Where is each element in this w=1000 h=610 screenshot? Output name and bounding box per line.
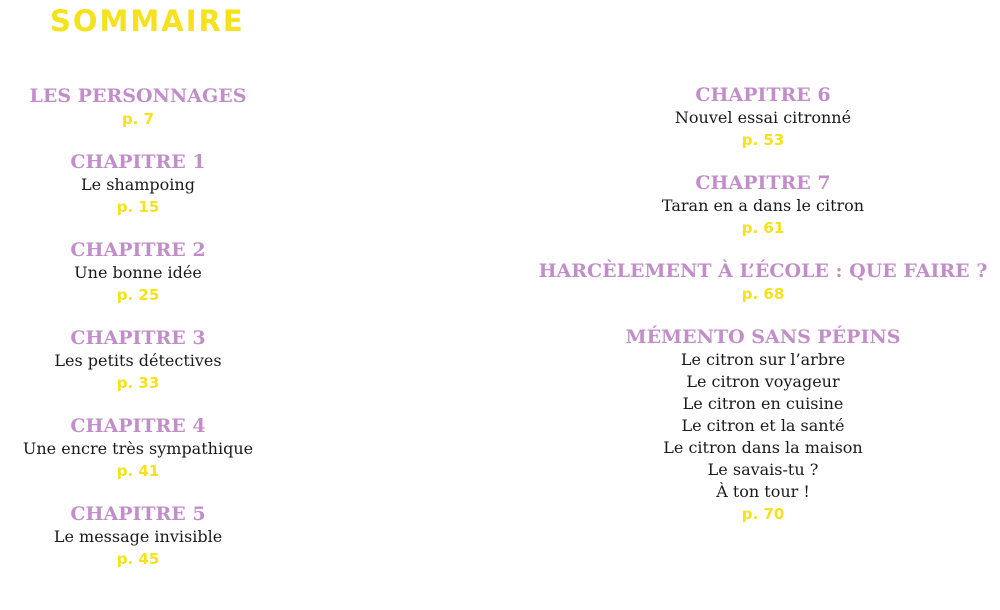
- toc-entry-chapitre-2: [0, 238, 276, 306]
- toc-entry-memento: [526, 325, 1000, 525]
- entry-page: p. 45: [116, 550, 160, 568]
- entry-page: p. 70: [741, 505, 785, 523]
- entry-page: p. 7: [121, 110, 155, 128]
- entry-subtitle: Taran en a dans le citron: [661, 196, 865, 215]
- entry-heading: CHAPITRE 6: [695, 84, 831, 106]
- memento-item: Le citron voyageur: [686, 372, 840, 391]
- entry-heading: CHAPITRE 7: [695, 172, 831, 194]
- toc-left-column: [0, 84, 276, 590]
- toc-entry-chapitre-5: [0, 502, 276, 570]
- memento-item: Le citron en cuisine: [682, 394, 844, 413]
- memento-item: Le savais-tu ?: [707, 460, 819, 479]
- toc-right-column: [526, 83, 1000, 545]
- entry-heading: CHAPITRE 4: [70, 415, 206, 437]
- memento-item: À ton tour !: [716, 482, 810, 501]
- entry-subtitle: Le message invisible: [53, 527, 223, 546]
- toc-entry-chapitre-3: [0, 326, 276, 394]
- toc-entry-chapitre-1: [0, 150, 276, 218]
- entry-heading: CHAPITRE 1: [70, 151, 206, 173]
- page-title: SOMMAIRE: [50, 4, 245, 38]
- entry-page: p. 68: [741, 285, 785, 303]
- toc-entry-chapitre-4: [0, 414, 276, 482]
- memento-item: Le citron sur l’arbre: [680, 350, 846, 369]
- entry-heading: HARCÈLEMENT À L’ÉCOLE : QUE FAIRE ?: [538, 260, 988, 282]
- toc-entry-chapitre-7: [526, 171, 1000, 239]
- entry-page: p. 33: [116, 374, 160, 392]
- entry-page: p. 25: [116, 286, 160, 304]
- entry-subtitle: Les petits détectives: [54, 351, 222, 370]
- toc-entry-harcelement: [526, 259, 1000, 305]
- entry-heading: CHAPITRE 3: [70, 327, 206, 349]
- toc-entry-chapitre-6: [526, 83, 1000, 151]
- entry-subtitle: Nouvel essai citronné: [674, 108, 852, 127]
- entry-heading: MÉMENTO SANS PÉPINS: [625, 326, 901, 348]
- entry-subtitle: Le shampoing: [81, 175, 195, 194]
- entry-page: p. 61: [741, 219, 785, 237]
- memento-item: Le citron dans la maison: [663, 438, 863, 457]
- toc-entry-personnages: [0, 84, 276, 130]
- entry-page: p. 15: [116, 198, 160, 216]
- entry-heading: CHAPITRE 2: [70, 239, 206, 261]
- entry-heading: LES PERSONNAGES: [29, 85, 247, 107]
- entry-page: p. 41: [116, 462, 160, 480]
- entry-subtitle: Une bonne idée: [74, 263, 202, 282]
- entry-heading: CHAPITRE 5: [70, 503, 206, 525]
- entry-page: p. 53: [741, 131, 785, 149]
- memento-item: Le citron et la santé: [681, 416, 845, 435]
- entry-subtitle: Une encre très sympathique: [22, 439, 254, 458]
